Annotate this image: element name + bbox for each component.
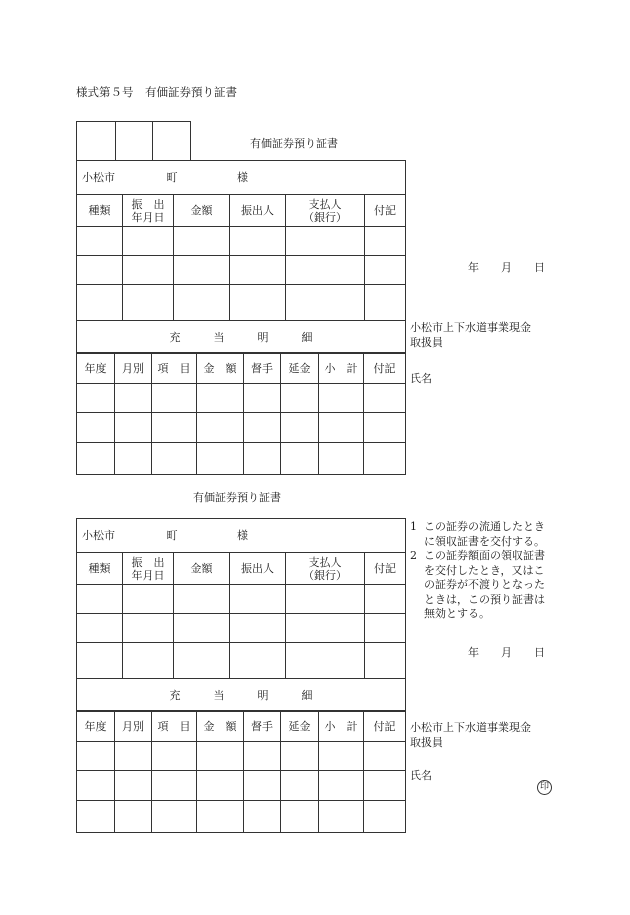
table-cell[interactable] xyxy=(365,227,406,256)
table-cell[interactable] xyxy=(77,384,115,413)
table-cell[interactable] xyxy=(123,643,174,679)
table-cell[interactable] xyxy=(319,413,364,443)
name-label-second: 氏名 xyxy=(410,769,432,782)
header-late-fee: 延金 xyxy=(281,711,319,742)
table-row xyxy=(77,742,406,771)
table-cell[interactable] xyxy=(244,443,281,475)
table-cell[interactable] xyxy=(244,742,281,771)
table-cell[interactable] xyxy=(77,801,115,833)
header-payer-line2: （銀行） xyxy=(303,210,347,224)
table-cell[interactable] xyxy=(152,443,197,475)
table-cell[interactable] xyxy=(174,643,230,679)
header-month: 月別 xyxy=(115,353,152,384)
header-remarks: 付記 xyxy=(364,353,406,384)
header-subtotal: 小 計 xyxy=(319,353,364,384)
table-cell[interactable] xyxy=(230,614,286,643)
table-cell[interactable] xyxy=(244,413,281,443)
table-cell[interactable] xyxy=(364,771,406,801)
addressee-city: 小松市 xyxy=(82,529,115,542)
table-cell[interactable] xyxy=(77,614,123,643)
header-amount: 金 額 xyxy=(197,353,244,384)
table-cell[interactable] xyxy=(77,413,115,443)
issuer-org xyxy=(410,320,531,350)
addressee-honorific: 様 xyxy=(237,171,248,184)
form-label: 様式第５号 有価証券預り証書 xyxy=(76,85,237,99)
table-cell[interactable] xyxy=(123,256,174,285)
receipt-table-top xyxy=(76,160,406,354)
header-payer-line2: （銀行） xyxy=(303,568,347,582)
note-text: この証券額面の領収証書を交付したとき，又はこの証券が不渡りとなったときは，この預り証書は無効とする。 xyxy=(424,549,545,620)
header-payer-line1: 支払人 xyxy=(308,197,342,211)
table-row xyxy=(77,771,406,801)
table-cell[interactable] xyxy=(152,413,197,443)
table-row xyxy=(77,413,406,443)
securities-header-row xyxy=(77,553,406,585)
table-cell[interactable] xyxy=(115,384,152,413)
table-cell[interactable] xyxy=(230,285,286,321)
table-row xyxy=(77,443,406,475)
table-cell[interactable] xyxy=(77,643,123,679)
header-payer xyxy=(286,195,365,227)
note-number: 2 xyxy=(410,549,417,562)
table-cell[interactable] xyxy=(319,742,364,771)
table-cell[interactable] xyxy=(197,443,244,475)
header-year: 年度 xyxy=(77,711,115,742)
stamp-boxes xyxy=(76,121,190,160)
table-cell[interactable] xyxy=(319,801,364,833)
table-cell[interactable] xyxy=(364,384,406,413)
issuer-org-line1: 小松市上下水道事業現金 xyxy=(410,721,531,734)
header-remarks: 付記 xyxy=(364,711,406,742)
receipt-title: 有価証券預り証書 xyxy=(250,137,338,150)
header-issue-date-line2: 年月日 xyxy=(131,210,165,224)
table-cell[interactable] xyxy=(197,742,244,771)
table-cell[interactable] xyxy=(77,443,115,475)
table-cell[interactable] xyxy=(365,285,406,321)
allocation-header-row xyxy=(77,353,406,384)
table-cell[interactable] xyxy=(77,742,115,771)
table-cell[interactable] xyxy=(364,742,406,771)
addressee-row xyxy=(77,519,406,553)
header-type: 種類 xyxy=(77,553,123,585)
addressee-honorific: 様 xyxy=(237,529,248,542)
header-payer xyxy=(286,553,365,585)
header-reminder-fee: 督手 xyxy=(244,711,281,742)
table-cell[interactable] xyxy=(319,771,364,801)
receipt-title-second: 有価証券預り証書 xyxy=(193,491,281,504)
table-cell[interactable] xyxy=(123,227,174,256)
header-issue-date xyxy=(123,553,174,585)
table-cell[interactable] xyxy=(115,413,152,443)
table-cell[interactable] xyxy=(281,443,319,475)
issuer-org-line2: 取扱員 xyxy=(410,736,443,749)
header-remarks: 付記 xyxy=(365,553,406,585)
table-cell[interactable] xyxy=(364,443,406,475)
header-issue-date xyxy=(123,195,174,227)
stamp-box xyxy=(152,121,191,160)
issuer-org-line2: 取扱員 xyxy=(410,336,443,349)
note-item xyxy=(410,520,555,549)
table-cell[interactable] xyxy=(174,614,230,643)
header-issue-date-line2: 年月日 xyxy=(131,568,165,582)
table-row xyxy=(77,285,406,321)
allocation-table-top xyxy=(76,352,406,475)
table-cell[interactable] xyxy=(174,256,230,285)
allocation-header-row xyxy=(77,711,406,742)
table-cell[interactable] xyxy=(365,585,406,614)
header-issue-date-line1: 振 出 xyxy=(131,197,165,211)
allocation-title: 充 当 明 細 xyxy=(77,321,406,354)
table-cell[interactable] xyxy=(230,643,286,679)
receipt-table-bottom xyxy=(76,518,406,712)
table-cell[interactable] xyxy=(77,771,115,801)
table-cell[interactable] xyxy=(77,585,123,614)
allocation-table-bottom xyxy=(76,710,406,833)
table-cell[interactable] xyxy=(152,771,197,801)
header-item: 項 目 xyxy=(152,353,197,384)
table-cell[interactable] xyxy=(115,771,152,801)
issuer-org-line1: 小松市上下水道事業現金 xyxy=(410,321,531,334)
table-cell[interactable] xyxy=(77,256,123,285)
name-label: 氏名 xyxy=(410,372,432,385)
table-row xyxy=(77,643,406,679)
header-item: 項 目 xyxy=(152,711,197,742)
table-cell[interactable] xyxy=(152,801,197,833)
table-cell[interactable] xyxy=(365,614,406,643)
table-cell[interactable] xyxy=(152,384,197,413)
note-number: 1 xyxy=(410,520,417,533)
addressee-town: 町 xyxy=(166,529,178,542)
securities-header-row xyxy=(77,195,406,227)
issuer-org-second xyxy=(410,720,531,750)
header-remarks: 付記 xyxy=(365,195,406,227)
addressee-row xyxy=(77,161,406,195)
table-cell[interactable] xyxy=(174,585,230,614)
date-line-second: 年 月 日 xyxy=(468,646,545,659)
table-cell[interactable] xyxy=(197,801,244,833)
table-cell[interactable] xyxy=(281,384,319,413)
header-amount: 金額 xyxy=(174,553,230,585)
table-cell[interactable] xyxy=(319,443,364,475)
table-cell[interactable] xyxy=(197,413,244,443)
stamp-box xyxy=(115,121,153,160)
allocation-title: 充 当 明 細 xyxy=(77,679,406,712)
table-cell[interactable] xyxy=(286,285,365,321)
table-cell[interactable] xyxy=(365,256,406,285)
table-row xyxy=(77,585,406,614)
table-row xyxy=(77,801,406,833)
table-cell[interactable] xyxy=(281,742,319,771)
table-cell[interactable] xyxy=(77,285,123,321)
stamp-box xyxy=(76,121,116,160)
header-drawer: 振出人 xyxy=(230,553,286,585)
table-cell[interactable] xyxy=(230,256,286,285)
table-cell[interactable] xyxy=(365,643,406,679)
header-year: 年度 xyxy=(77,353,115,384)
table-cell[interactable] xyxy=(319,384,364,413)
table-row xyxy=(77,384,406,413)
table-cell[interactable] xyxy=(115,801,152,833)
header-reminder-fee: 督手 xyxy=(244,353,281,384)
header-month: 月別 xyxy=(115,711,152,742)
table-cell[interactable] xyxy=(123,285,174,321)
seal-icon: 印 xyxy=(537,780,552,795)
table-cell[interactable] xyxy=(281,801,319,833)
date-line: 年 月 日 xyxy=(468,261,545,274)
table-cell[interactable] xyxy=(115,443,152,475)
table-cell[interactable] xyxy=(244,801,281,833)
table-cell[interactable] xyxy=(230,227,286,256)
table-row xyxy=(77,227,406,256)
table-cell[interactable] xyxy=(174,227,230,256)
table-cell[interactable] xyxy=(286,585,365,614)
table-cell[interactable] xyxy=(364,801,406,833)
table-cell[interactable] xyxy=(152,742,197,771)
table-cell[interactable] xyxy=(174,285,230,321)
table-row xyxy=(77,256,406,285)
table-cell[interactable] xyxy=(364,413,406,443)
header-drawer: 振出人 xyxy=(230,195,286,227)
table-cell[interactable] xyxy=(230,585,286,614)
header-payer-line1: 支払人 xyxy=(308,555,342,569)
table-cell[interactable] xyxy=(286,643,365,679)
header-issue-date-line1: 振 出 xyxy=(131,555,165,569)
table-cell[interactable] xyxy=(281,771,319,801)
table-cell[interactable] xyxy=(281,413,319,443)
notes xyxy=(410,520,555,622)
table-cell[interactable] xyxy=(123,614,174,643)
table-cell[interactable] xyxy=(115,742,152,771)
header-subtotal: 小 計 xyxy=(319,711,364,742)
table-cell[interactable] xyxy=(244,771,281,801)
table-cell[interactable] xyxy=(286,256,365,285)
addressee-town: 町 xyxy=(166,171,178,184)
table-cell[interactable] xyxy=(197,771,244,801)
table-cell[interactable] xyxy=(77,227,123,256)
table-cell[interactable] xyxy=(286,227,365,256)
table-cell[interactable] xyxy=(244,384,281,413)
header-late-fee: 延金 xyxy=(281,353,319,384)
table-cell[interactable] xyxy=(286,614,365,643)
table-row xyxy=(77,614,406,643)
note-text: この証券の流通したときに領収証書を交付する。 xyxy=(424,520,545,548)
note-item xyxy=(410,549,555,622)
header-amount: 金 額 xyxy=(197,711,244,742)
header-amount: 金額 xyxy=(174,195,230,227)
header-type: 種類 xyxy=(77,195,123,227)
addressee-city: 小松市 xyxy=(82,171,115,184)
table-cell[interactable] xyxy=(197,384,244,413)
table-cell[interactable] xyxy=(123,585,174,614)
